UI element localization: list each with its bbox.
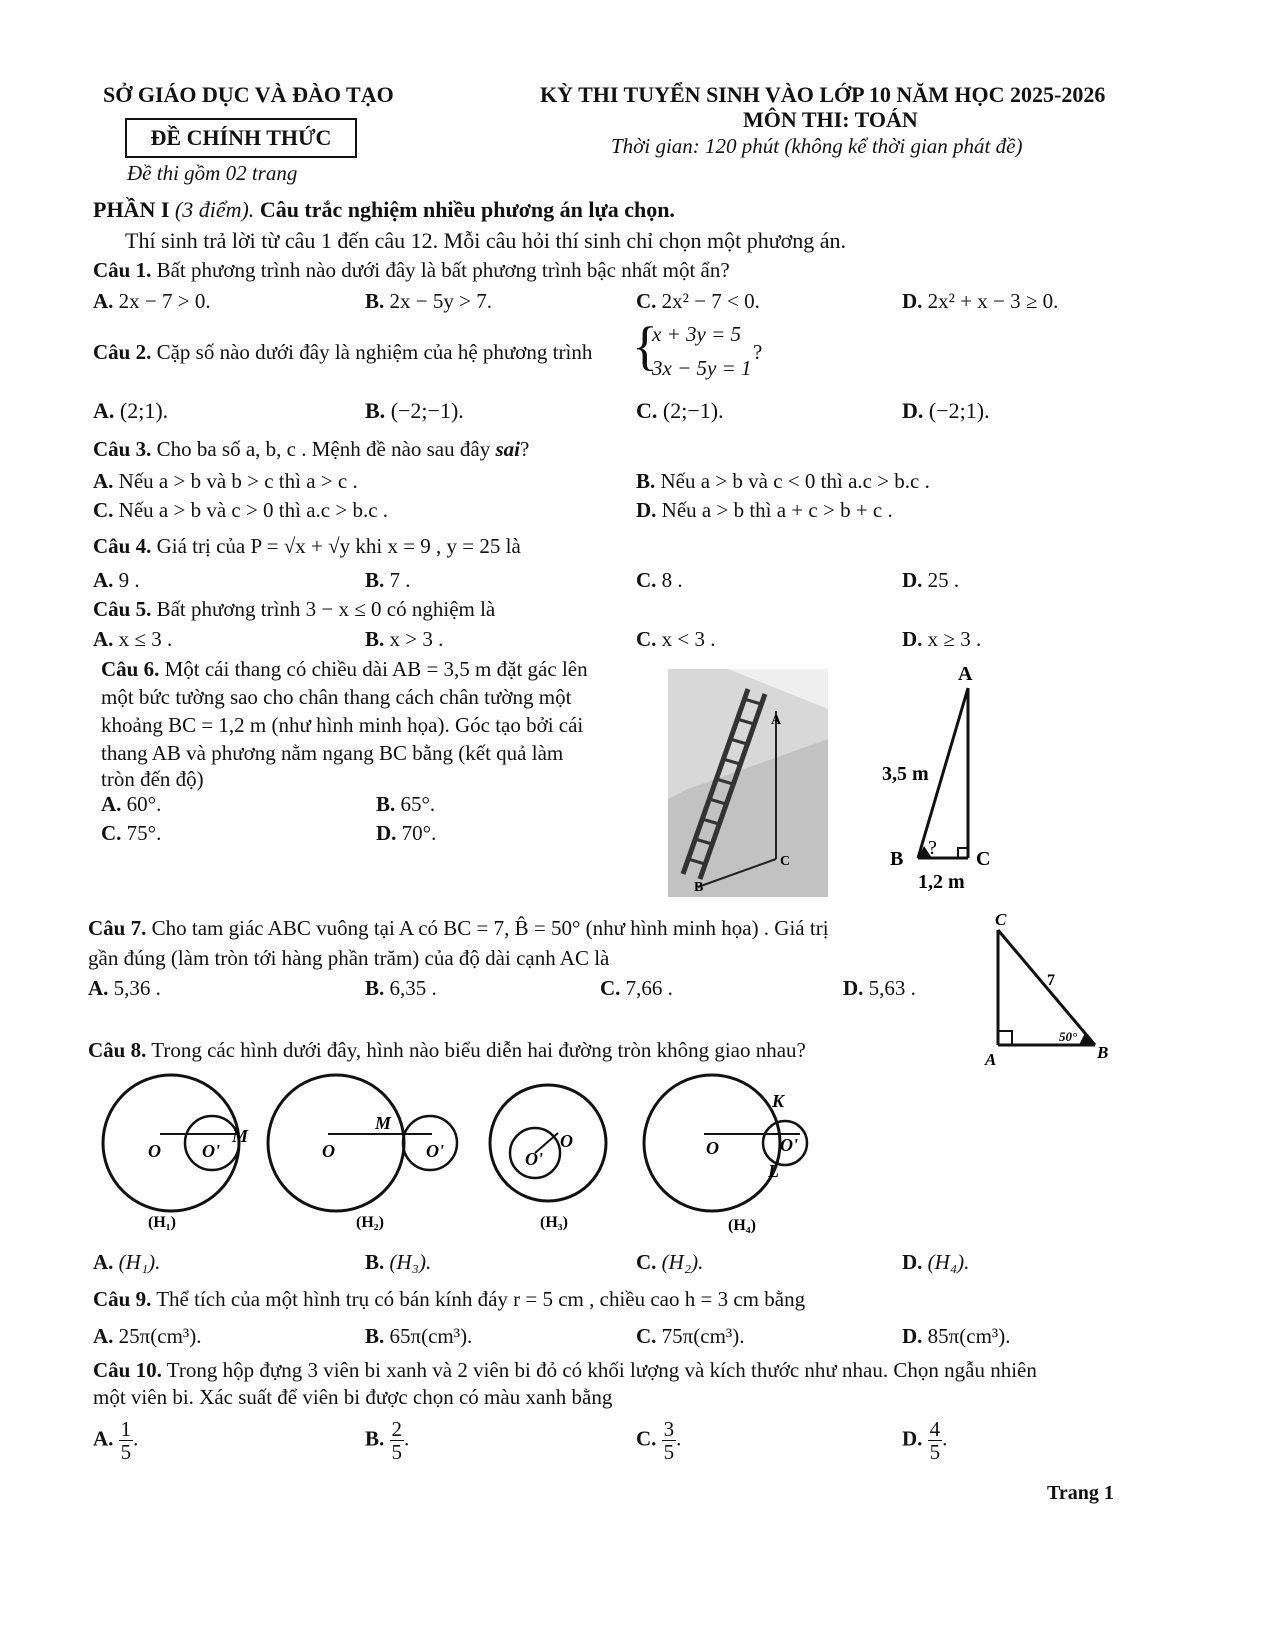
vertex-a: A (958, 663, 973, 685)
q7-triangle-figure (975, 905, 1125, 1070)
question-10-line2: một viên bi. Xác suất để viên bi được chọn có màu xanh bằng (93, 1385, 613, 1409)
svg-text:M: M (232, 1126, 249, 1146)
question-10 (93, 1358, 1037, 1382)
question-6-line3: khoảng BC = 1,2 m (như hình minh họa). Góc tạo bởi cái (101, 713, 584, 737)
q7-option-a[interactable]: A. 5,36 . (88, 976, 161, 1000)
fraction: $\frac{2}{5}$ (391, 1417, 403, 1465)
q1-option-d[interactable]: D. 2x² + x − 3 ≥ 0. (902, 289, 1059, 313)
part1-points: (3 điểm). (174, 197, 255, 222)
question-6-line4: thang AB và phương nằm ngang BC bằng (kết quả làm (101, 741, 564, 765)
question-6-line2: một bức tường sao cho chân thang cách chân tường một (101, 685, 572, 709)
q8-option-b[interactable]: B. (H₃). (365, 1250, 432, 1274)
question-8 (88, 1038, 806, 1062)
q4-option-b[interactable]: B. 7 . (365, 568, 411, 592)
question-label: Câu 4. (93, 534, 152, 558)
official-exam-box: ĐỀ CHÍNH THỨC (125, 118, 357, 158)
pages-note: Đề thi gồm 02 trang (127, 161, 298, 185)
fraction: $\frac{1}{5}$ (120, 1417, 132, 1465)
question-4 (93, 534, 521, 558)
question-label: Câu 10. (93, 1358, 162, 1382)
system-qmark: ? (753, 340, 763, 364)
question-9 (93, 1287, 805, 1311)
question-text: Bất phương trình nào dưới đây là bất phương trình bậc nhất một ẩn? (156, 258, 730, 282)
vertex-b: B (1097, 1043, 1109, 1062)
question-7-line2: gần đúng (làm tròn tới hàng phần trăm) của độ dài cạnh AC là (88, 946, 610, 970)
q5-option-d[interactable]: D. x ≥ 3 . (902, 627, 982, 651)
q6-option-a[interactable]: A. 60°. (101, 792, 162, 816)
svg-text:O': O' (202, 1141, 220, 1161)
question-label: Câu 9. (93, 1287, 152, 1311)
q9-option-a[interactable]: A. 25π(cm³). (93, 1324, 202, 1348)
question-text: Thể tích của một hình trụ có bán kính đáy r = 5 cm , chiều cao h = 3 cm bằng (156, 1287, 806, 1311)
caption-h3: (H₃) (540, 1214, 568, 1231)
svg-text:O: O (148, 1141, 161, 1161)
question-emphasis: sai (495, 437, 520, 461)
side-length-bc: 7 (1047, 972, 1055, 989)
question-7 (88, 916, 829, 940)
q2-option-d[interactable]: D. (−2;1). (902, 398, 990, 423)
q7-option-d[interactable]: D. 5,63 . (843, 976, 916, 1000)
svg-text:O: O (706, 1138, 719, 1158)
system-eq2: 3x − 5y = 1 (652, 356, 752, 380)
figure-h2 (268, 1075, 457, 1231)
q6-option-b[interactable]: B. 65°. (376, 792, 436, 816)
q6-option-d[interactable]: D. 70°. (376, 821, 437, 845)
photo-label-a: A (771, 713, 782, 728)
vertex-c: C (976, 848, 991, 870)
q3-option-a[interactable]: A. Nếu a > b và b > c thì a > c . (93, 469, 358, 493)
part1-instructions: Thí sinh trả lời từ câu 1 đến câu 12. Mỗi câu hỏi thí sinh chỉ chọn một phương án. (125, 228, 847, 253)
q6-option-c[interactable]: C. 75°. (101, 821, 162, 845)
q4-option-d[interactable]: D. 25 . (902, 568, 960, 592)
q2-option-a[interactable]: A. (2;1). (93, 398, 169, 423)
angle-value: 50° (1059, 1029, 1078, 1044)
question-text: Cặp số nào dưới đây là nghiệm của hệ phương trình (156, 340, 593, 364)
q3-option-c[interactable]: C. Nếu a > b và c > 0 thì a.c > b.c . (93, 498, 389, 522)
part1-heading (93, 197, 675, 222)
photo-label-b: B (694, 880, 704, 895)
caption-h1: (H₁) (148, 1214, 176, 1231)
svg-text:O': O' (780, 1135, 798, 1155)
question-text: Một cái thang có chiều dài AB = 3,5 m đặt gác lên (164, 657, 588, 681)
unknown-angle: ? (928, 837, 937, 859)
question-label: Câu 3. (93, 437, 152, 461)
part1-desc: Câu trắc nghiệm nhiều phương án lựa chọn. (259, 197, 675, 222)
page-number: Trang 1 (1047, 1482, 1114, 1504)
exam-title: KỲ THI TUYỂN SINH VÀO LỚP 10 NĂM HỌC 2025-2026 (540, 82, 1106, 107)
question-text: Giá trị của P = √x + √y khi x = 9 , y = 25 là (156, 534, 521, 558)
q4-option-c[interactable]: C. 8 . (636, 568, 683, 592)
question-label: Câu 1. (93, 258, 152, 282)
question-text: Cho tam giác ABC vuông tại A có BC = 7, B̂ = 50° (như hình minh họa) . Giá trị (151, 916, 829, 940)
svg-text:O': O' (426, 1141, 444, 1161)
vertex-c: C (995, 910, 1007, 929)
vertex-a: A (985, 1050, 997, 1069)
duration-note: Thời gian: 120 phút (không kể thời gian phát đề) (611, 134, 1023, 158)
question-2 (93, 340, 592, 364)
ladder-photo (668, 669, 828, 897)
question-label: Câu 2. (93, 340, 152, 364)
question-5 (93, 597, 495, 621)
q5-option-b[interactable]: B. x > 3 . (365, 627, 444, 651)
photo-label-c: C (780, 854, 791, 869)
svg-text:L: L (768, 1161, 779, 1181)
length-ab: 3,5 m (882, 763, 929, 785)
q8-option-d[interactable]: D. (H₄). (902, 1250, 970, 1274)
question-3: Câu 3. Cho ba số a, b, c . Mệnh đề nào sau đây sai? (93, 437, 530, 461)
question-text: Trong các hình dưới đây, hình nào biểu diễn hai đường tròn không giao nhau? (151, 1038, 806, 1062)
figure-h4 (644, 1075, 807, 1234)
question-label: Câu 5. (93, 597, 152, 621)
q7-option-b[interactable]: B. 6,35 . (365, 976, 437, 1000)
q8-option-c[interactable]: C. (H₂). (636, 1250, 704, 1274)
q7-option-c[interactable]: C. 7,66 . (600, 976, 673, 1000)
vertex-b: B (890, 848, 904, 870)
q2-option-b[interactable]: B. (−2;−1). (365, 398, 464, 423)
q3-option-d[interactable]: D. Nếu a > b thì a + c > b + c . (636, 498, 893, 522)
question-label: Câu 8. (88, 1038, 147, 1062)
figure-h1 (103, 1075, 249, 1231)
figure-h3 (490, 1085, 606, 1231)
circles-figures (90, 1065, 850, 1240)
right-angle-mark (998, 1031, 1012, 1045)
q9-option-b[interactable]: B. 65π(cm³). (365, 1324, 473, 1348)
svg-text:M: M (375, 1113, 392, 1133)
q4-option-a[interactable]: A. 9 . (93, 568, 140, 592)
question-label: Câu 6. (101, 657, 160, 681)
length-bc: 1,2 m (918, 871, 965, 893)
svg-text:K: K (772, 1091, 785, 1111)
q5-option-c[interactable]: C. x < 3 . (636, 627, 716, 651)
q10-option-c[interactable]: C. $\frac{3}{5}$ . (636, 1417, 682, 1465)
question-text: Cho ba số a, b, c . Mệnh đề nào sau đây (156, 437, 491, 461)
question-6-line5: tròn đến độ) (101, 767, 204, 791)
q10-option-d[interactable]: D. $\frac{4}{5}$ . (902, 1417, 948, 1465)
question-1 (93, 258, 730, 282)
q10-option-b[interactable]: B. $\frac{2}{5}$ . (365, 1417, 410, 1465)
question-label: Câu 7. (88, 916, 147, 940)
part1-title: PHẦN I (93, 197, 170, 222)
q1-option-c[interactable]: C. 2x² − 7 < 0. (636, 289, 760, 313)
question-text: Trong hộp đựng 3 viên bi xanh và 2 viên bi đỏ có khối lượng và kích thước như nhau. Chọn ngẫu nhiên (166, 1358, 1037, 1382)
question-text: Bất phương trình 3 − x ≤ 0 có nghiệm là (156, 597, 496, 621)
q5-option-a[interactable]: A. x ≤ 3 . (93, 627, 173, 651)
q9-option-d[interactable]: D. 85π(cm³). (902, 1324, 1011, 1348)
q2-option-c[interactable]: C. (2;−1). (636, 398, 724, 423)
q6-triangle-figure (868, 662, 1018, 898)
fraction: $\frac{4}{5}$ (929, 1417, 941, 1465)
svg-text:O: O (560, 1131, 573, 1151)
q1-option-a[interactable]: A. 2x − 7 > 0. (93, 289, 211, 313)
subject-title: MÔN THI: TOÁN (743, 107, 918, 132)
system-brace: { (632, 316, 658, 376)
caption-h4: (H₄) (728, 1217, 756, 1234)
caption-h2: (H₂) (356, 1214, 384, 1231)
q3-option-b[interactable]: B. Nếu a > b và c < 0 thì a.c > b.c . (636, 469, 930, 493)
system-eq1: x + 3y = 5 (652, 322, 741, 346)
q1-option-b[interactable]: B. 2x − 5y > 7. (365, 289, 492, 313)
q9-option-c[interactable]: C. 75π(cm³). (636, 1324, 745, 1348)
svg-text:O': O' (525, 1149, 543, 1169)
q8-option-a[interactable]: A. (H₁). (93, 1250, 161, 1274)
q10-option-a[interactable]: A. $\frac{1}{5}$ . (93, 1417, 139, 1465)
question-6 (101, 657, 588, 681)
department-title: SỞ GIÁO DỤC VÀ ĐÀO TẠO (103, 82, 394, 107)
svg-text:O: O (322, 1141, 335, 1161)
fraction: $\frac{3}{5}$ (663, 1417, 675, 1465)
